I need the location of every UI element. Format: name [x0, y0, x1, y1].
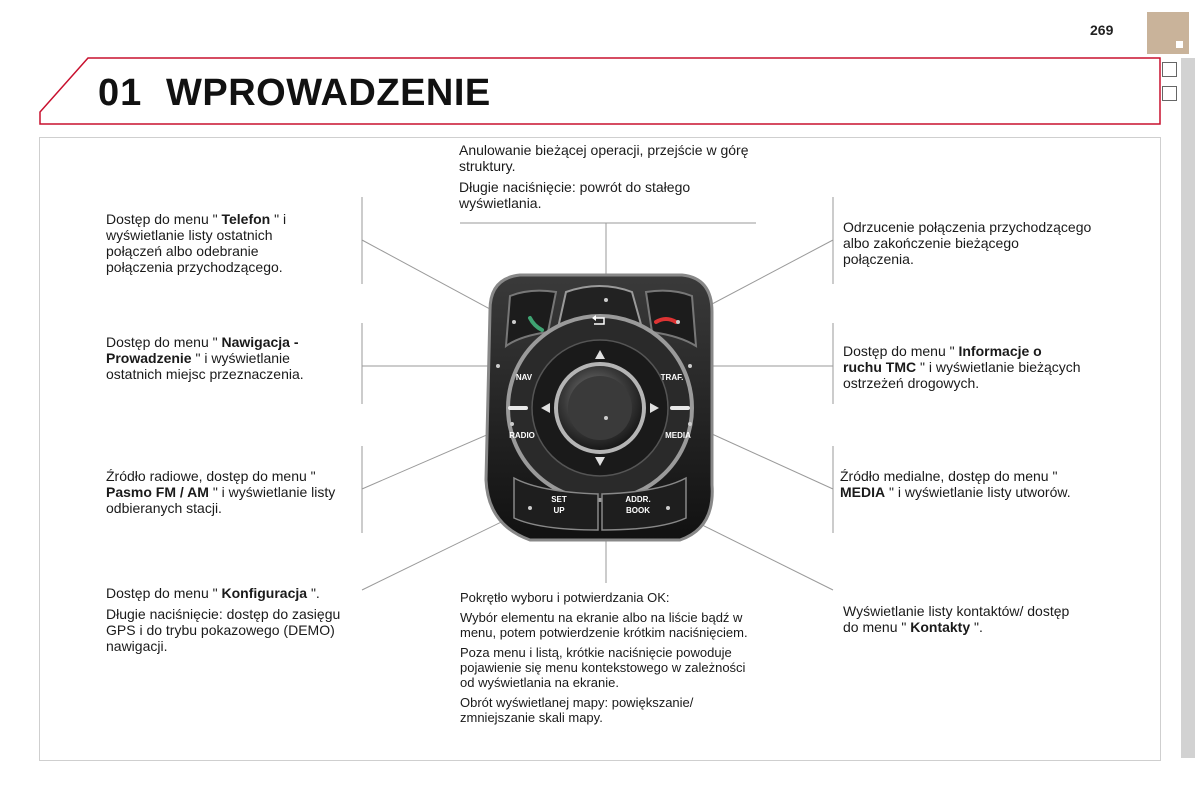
- pokretlo-text-2: Wybór elementu na ekranie albo na liście bądź w menu, potem potwierdzenie krótkim naciśnięciem.: [460, 610, 748, 640]
- setup-label-1: SET: [551, 495, 567, 504]
- callout-nawigacja: [106, 334, 331, 382]
- media-bold: MEDIA: [840, 484, 886, 500]
- konfiguracja-pre: Dostęp do menu ": [106, 585, 222, 601]
- back-text-2: Długie naciśnięcie: powrót do stałego wyświetlania.: [459, 179, 691, 211]
- telefon-post: " i wyświetlanie listy ostatnich połączeń albo odebranie połączenia przychodzącego.: [106, 211, 287, 275]
- media-post: " i wyświetlanie listy utworów.: [885, 484, 1071, 500]
- pokretlo-text-4: Obrót wyświetlanej mapy: powiększanie/ zmniejszanie skali mapy.: [460, 695, 694, 725]
- chapter-number: 01: [98, 72, 143, 114]
- controller-body: [486, 275, 712, 540]
- pokretlo-text-1: Pokrętło wyboru i potwierdzania OK:: [460, 590, 670, 605]
- konfiguracja-bold: Konfiguracja: [221, 585, 308, 601]
- setup-label-2: UP: [553, 506, 565, 515]
- telefon-pre: Dostęp do menu ": [106, 211, 222, 227]
- nawigacja-pre: Dostęp do menu ": [106, 334, 222, 350]
- callout-pokretlo: [460, 590, 760, 730]
- chapter-title: WPROWADZENIE: [166, 72, 491, 114]
- tmc-pre: Dostęp do menu ": [843, 343, 959, 359]
- telefon-bold: Telefon: [221, 211, 271, 227]
- tmc-bold: Informacje o ruchu TMC: [843, 343, 1042, 375]
- nawigacja-post: " i wyświetlanie ostatnich miejsc przeznaczenia.: [106, 350, 304, 382]
- callout-odrzucenie: [843, 219, 1093, 267]
- callout-telefon: [106, 211, 321, 275]
- nawigacja-bold: Nawigacja - Prowadzenie: [106, 334, 299, 366]
- kontakty-post: ".: [970, 619, 983, 635]
- kontakty-bold: Kontakty: [910, 619, 971, 635]
- callout-media: [840, 468, 1085, 500]
- traf-label: TRAF.: [660, 373, 684, 382]
- radio-post: " i wyświetlanie listy odbieranych stacji.: [106, 484, 336, 516]
- callout-back: [459, 142, 764, 216]
- nav-label: NAV: [515, 373, 533, 382]
- media-label: MEDIA: [665, 431, 691, 440]
- pokretlo-text-3: Poza menu i listą, krótkie naciśnięcie powoduje pojawienie się menu kontekstowego w zależności od wyświetlania na ekranie.: [460, 645, 746, 690]
- media-pre: Źródło medialne, dostęp do menu ": [840, 468, 1058, 484]
- addr-label-2: BOOK: [626, 506, 650, 515]
- konfiguracja-post: ".: [307, 585, 320, 601]
- page-number: 269: [1090, 22, 1114, 38]
- radio-bold: Pasmo FM / AM: [106, 484, 209, 500]
- konfiguracja-text-2: Długie naciśnięcie: dostęp do zasięgu GPS i do trybu pokazowego (DEMO) nawigacji.: [106, 606, 341, 654]
- tmc-post: " i wyświetlanie bieżących ostrzeżeń drogowych.: [843, 359, 1081, 391]
- kontakty-pre: Wyświetlanie listy kontaktów/ dostęp do menu ": [843, 603, 1070, 635]
- callout-tmc: [843, 343, 1083, 391]
- callout-konfiguracja: [106, 585, 346, 659]
- callout-radio: [106, 468, 356, 516]
- addr-label-1: ADDR.: [625, 495, 651, 504]
- radio-pre: Źródło radiowe, dostęp do menu ": [106, 468, 316, 484]
- radio-label: RADIO: [509, 431, 535, 440]
- callout-kontakty: [843, 603, 1073, 635]
- back-text-1: Anulowanie bieżącej operacji, przejście w górę struktury.: [459, 142, 749, 174]
- odrzucenie-text: Odrzucenie połączenia przychodzącego albo zakończenie bieżącego połączenia.: [843, 219, 1092, 267]
